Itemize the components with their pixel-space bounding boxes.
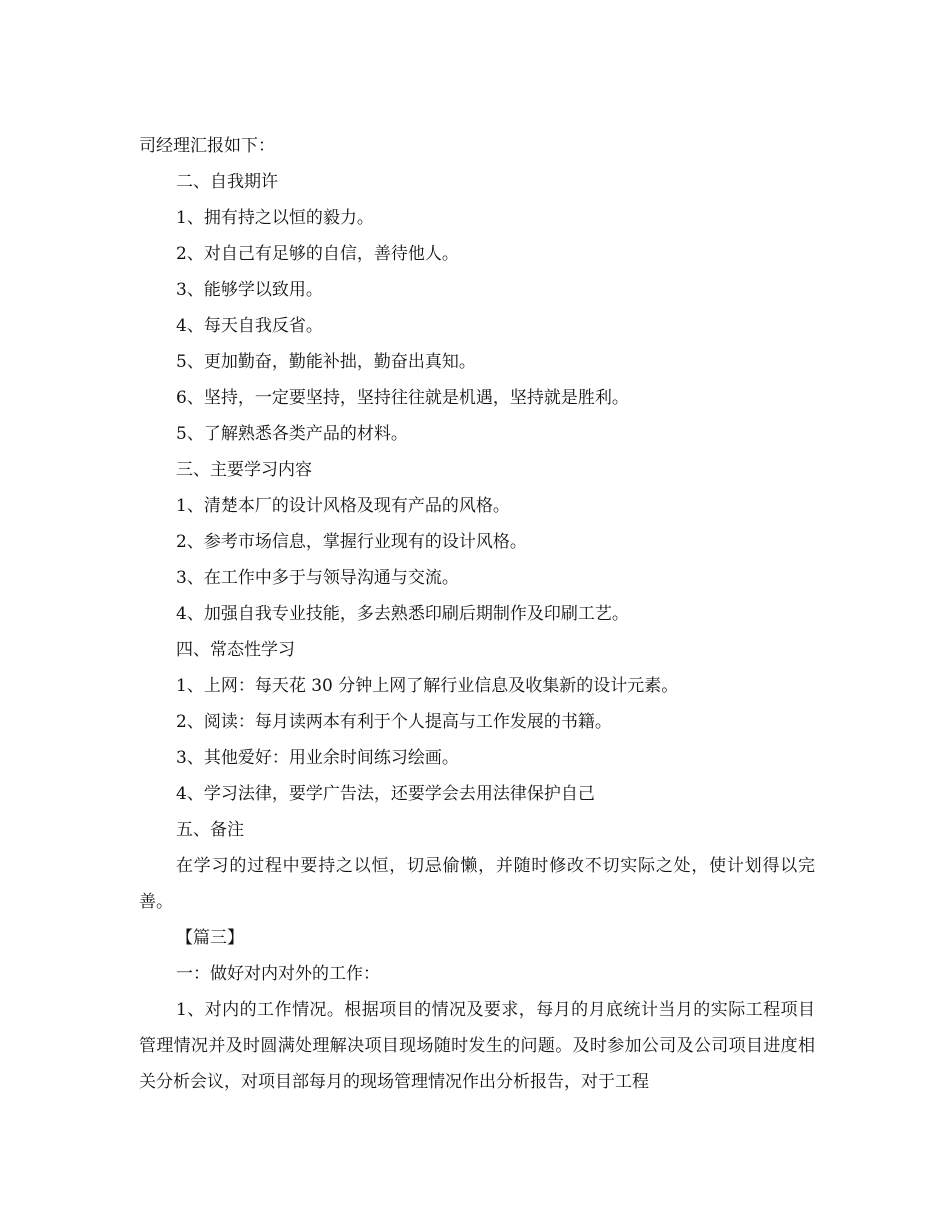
section-heading-self-expectation: 二、自我期许 <box>176 172 278 192</box>
list-item: 3、在工作中多于与领导沟通与交流。 <box>176 568 459 588</box>
list-item: 2、参考市场信息，掌握行业现有的设计风格。 <box>176 532 527 552</box>
list-item: 6、坚持，一定要坚持，坚持往往就是机遇，坚持就是胜利。 <box>176 388 629 408</box>
part-heading: 【篇三】 <box>176 928 244 948</box>
list-item: 4、加强自我专业技能，多去熟悉印刷后期制作及印刷工艺。 <box>176 604 629 624</box>
list-item: 5、了解熟悉各类产品的材料。 <box>176 424 408 444</box>
section-heading-internal-external: 一：做好对内对外的工作： <box>176 964 380 984</box>
list-item: 4、每天自我反省。 <box>176 316 323 336</box>
list-item: 3、其他爱好：用业余时间练习绘画。 <box>176 748 459 768</box>
document-body <box>139 128 815 1100</box>
section-heading-routine-study: 四、常态性学习 <box>176 640 295 660</box>
list-item: 1、上网：每天花 30 分钟上网了解行业信息及收集新的设计元素。 <box>176 676 679 696</box>
list-item: 2、阅读：每月读两本有利于个人提高与工作发展的书籍。 <box>176 712 612 732</box>
list-item: 1、拥有持之以恒的毅力。 <box>176 208 374 228</box>
list-item: 3、能够学以致用。 <box>176 280 323 300</box>
list-item: 1、清楚本厂的设计风格及现有产品的风格。 <box>176 496 510 516</box>
list-item: 5、更加勤奋，勤能补拙，勤奋出真知。 <box>176 352 476 372</box>
internal-work-paragraph: 1、对内的工作情况。根据项目的情况及要求，每月的月底统计当月的实际工程项目管理情况并及时圆满处理解决项目现场随时发生的问题。及时参加公司及公司项目进度相关分析会议，对项目部每月的现场管理情况作出分析报告，对于工程 <box>139 1000 815 1092</box>
list-item: 2、对自己有足够的自信，善待他人。 <box>176 244 459 264</box>
list-item: 4、学习法律，要学广告法，还要学会去用法律保护自己 <box>176 784 595 804</box>
section-heading-notes: 五、备注 <box>176 820 244 840</box>
notes-paragraph: 在学习的过程中要持之以恒，切忌偷懒，并随时修改不切实际之处，使计划得以完善。 <box>139 856 815 912</box>
section-heading-study-content: 三、主要学习内容 <box>176 460 312 480</box>
text-line-continuation: 司经理汇报如下： <box>139 136 275 156</box>
